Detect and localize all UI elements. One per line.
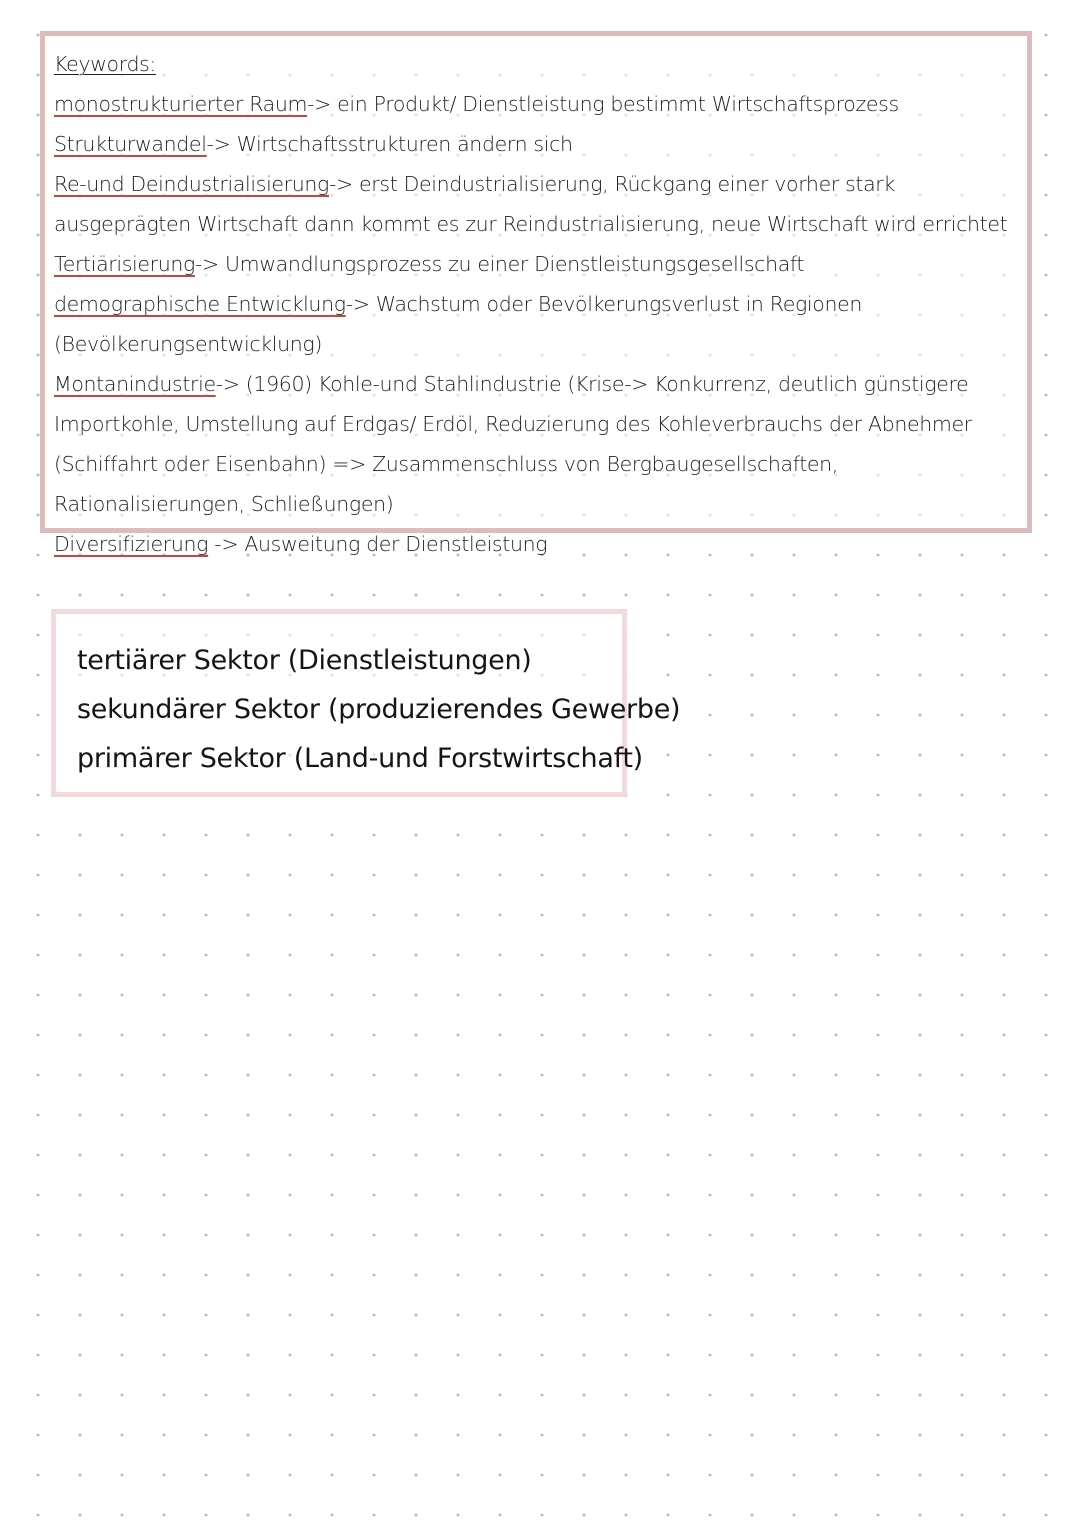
keyword-definition: -> erst Deindustrialisierung, Rückgang einer vorher stark ausgeprägten Wirtschaft dann kommt es zur Reindustrialisierung, neue Wirtschaft wird errichtet bbox=[54, 172, 1008, 236]
keyword-definition: -> Wirtschaftsstrukturen ändern sich bbox=[206, 132, 573, 156]
keyword-term: Diversifizierung bbox=[54, 532, 209, 556]
keyword-term: Strukturwandel bbox=[54, 132, 207, 156]
keywords-box bbox=[40, 31, 1032, 556]
keyword-term: Tertiärisierung bbox=[54, 252, 195, 276]
sectors-box bbox=[51, 609, 681, 797]
keywords-title: Keywords: bbox=[54, 52, 156, 76]
keyword-entry-montanindustrie bbox=[54, 364, 1021, 524]
keywords-content bbox=[54, 44, 1021, 564]
keyword-entry-strukturwandel bbox=[54, 124, 1021, 164]
keyword-entry-tertiaerisierung bbox=[54, 244, 1021, 284]
sector-primary: primärer Sektor (Land-und Forstwirtschaft) bbox=[77, 743, 643, 774]
keyword-term: monostrukturierter Raum bbox=[54, 92, 308, 116]
keyword-definition: -> Umwandlungsprozess zu einer Dienstleistungsgesellschaft bbox=[194, 252, 805, 276]
keyword-definition: -> Wachstum oder Bevölkerungsverlust in Regionen (Bevölkerungsentwicklung) bbox=[54, 292, 862, 356]
keyword-definition: -> Ausweitung der Dienstleistung bbox=[208, 532, 548, 556]
keyword-entry-monostrukturierter-raum bbox=[54, 84, 1021, 124]
sector-tertiary: tertiärer Sektor (Dienstleistungen) bbox=[77, 645, 532, 676]
keyword-term: Montanindustrie bbox=[54, 372, 216, 396]
keyword-term: demographische Entwicklung bbox=[54, 292, 346, 316]
sectors-list bbox=[77, 636, 680, 783]
keyword-definition: -> (1960) Kohle-und Stahlindustrie (Krise-> Konkurrenz, deutlich günstigere Importkohle, Umstellung auf Erdgas/ Erdöl, Reduzierung des Kohleverbrauchs der Abnehmer (Schiffahrt oder Eisenbahn) => Zusammenschluss von Bergbaugesellschaften, Rationalisierungen, Schließungen) bbox=[54, 372, 972, 516]
sector-secondary: sekundärer Sektor (produzierendes Gewerbe) bbox=[77, 694, 681, 725]
keyword-entry-demographische-entwicklung bbox=[54, 284, 1021, 364]
keyword-entry-re-und-deindustrialisierung bbox=[54, 164, 1021, 244]
keyword-entry-diversifizierung bbox=[54, 524, 1021, 564]
keyword-definition: -> ein Produkt/ Dienstleistung bestimmt Wirtschaftsprozess bbox=[307, 92, 899, 116]
keyword-term: Re-und Deindustrialisierung bbox=[54, 172, 329, 196]
